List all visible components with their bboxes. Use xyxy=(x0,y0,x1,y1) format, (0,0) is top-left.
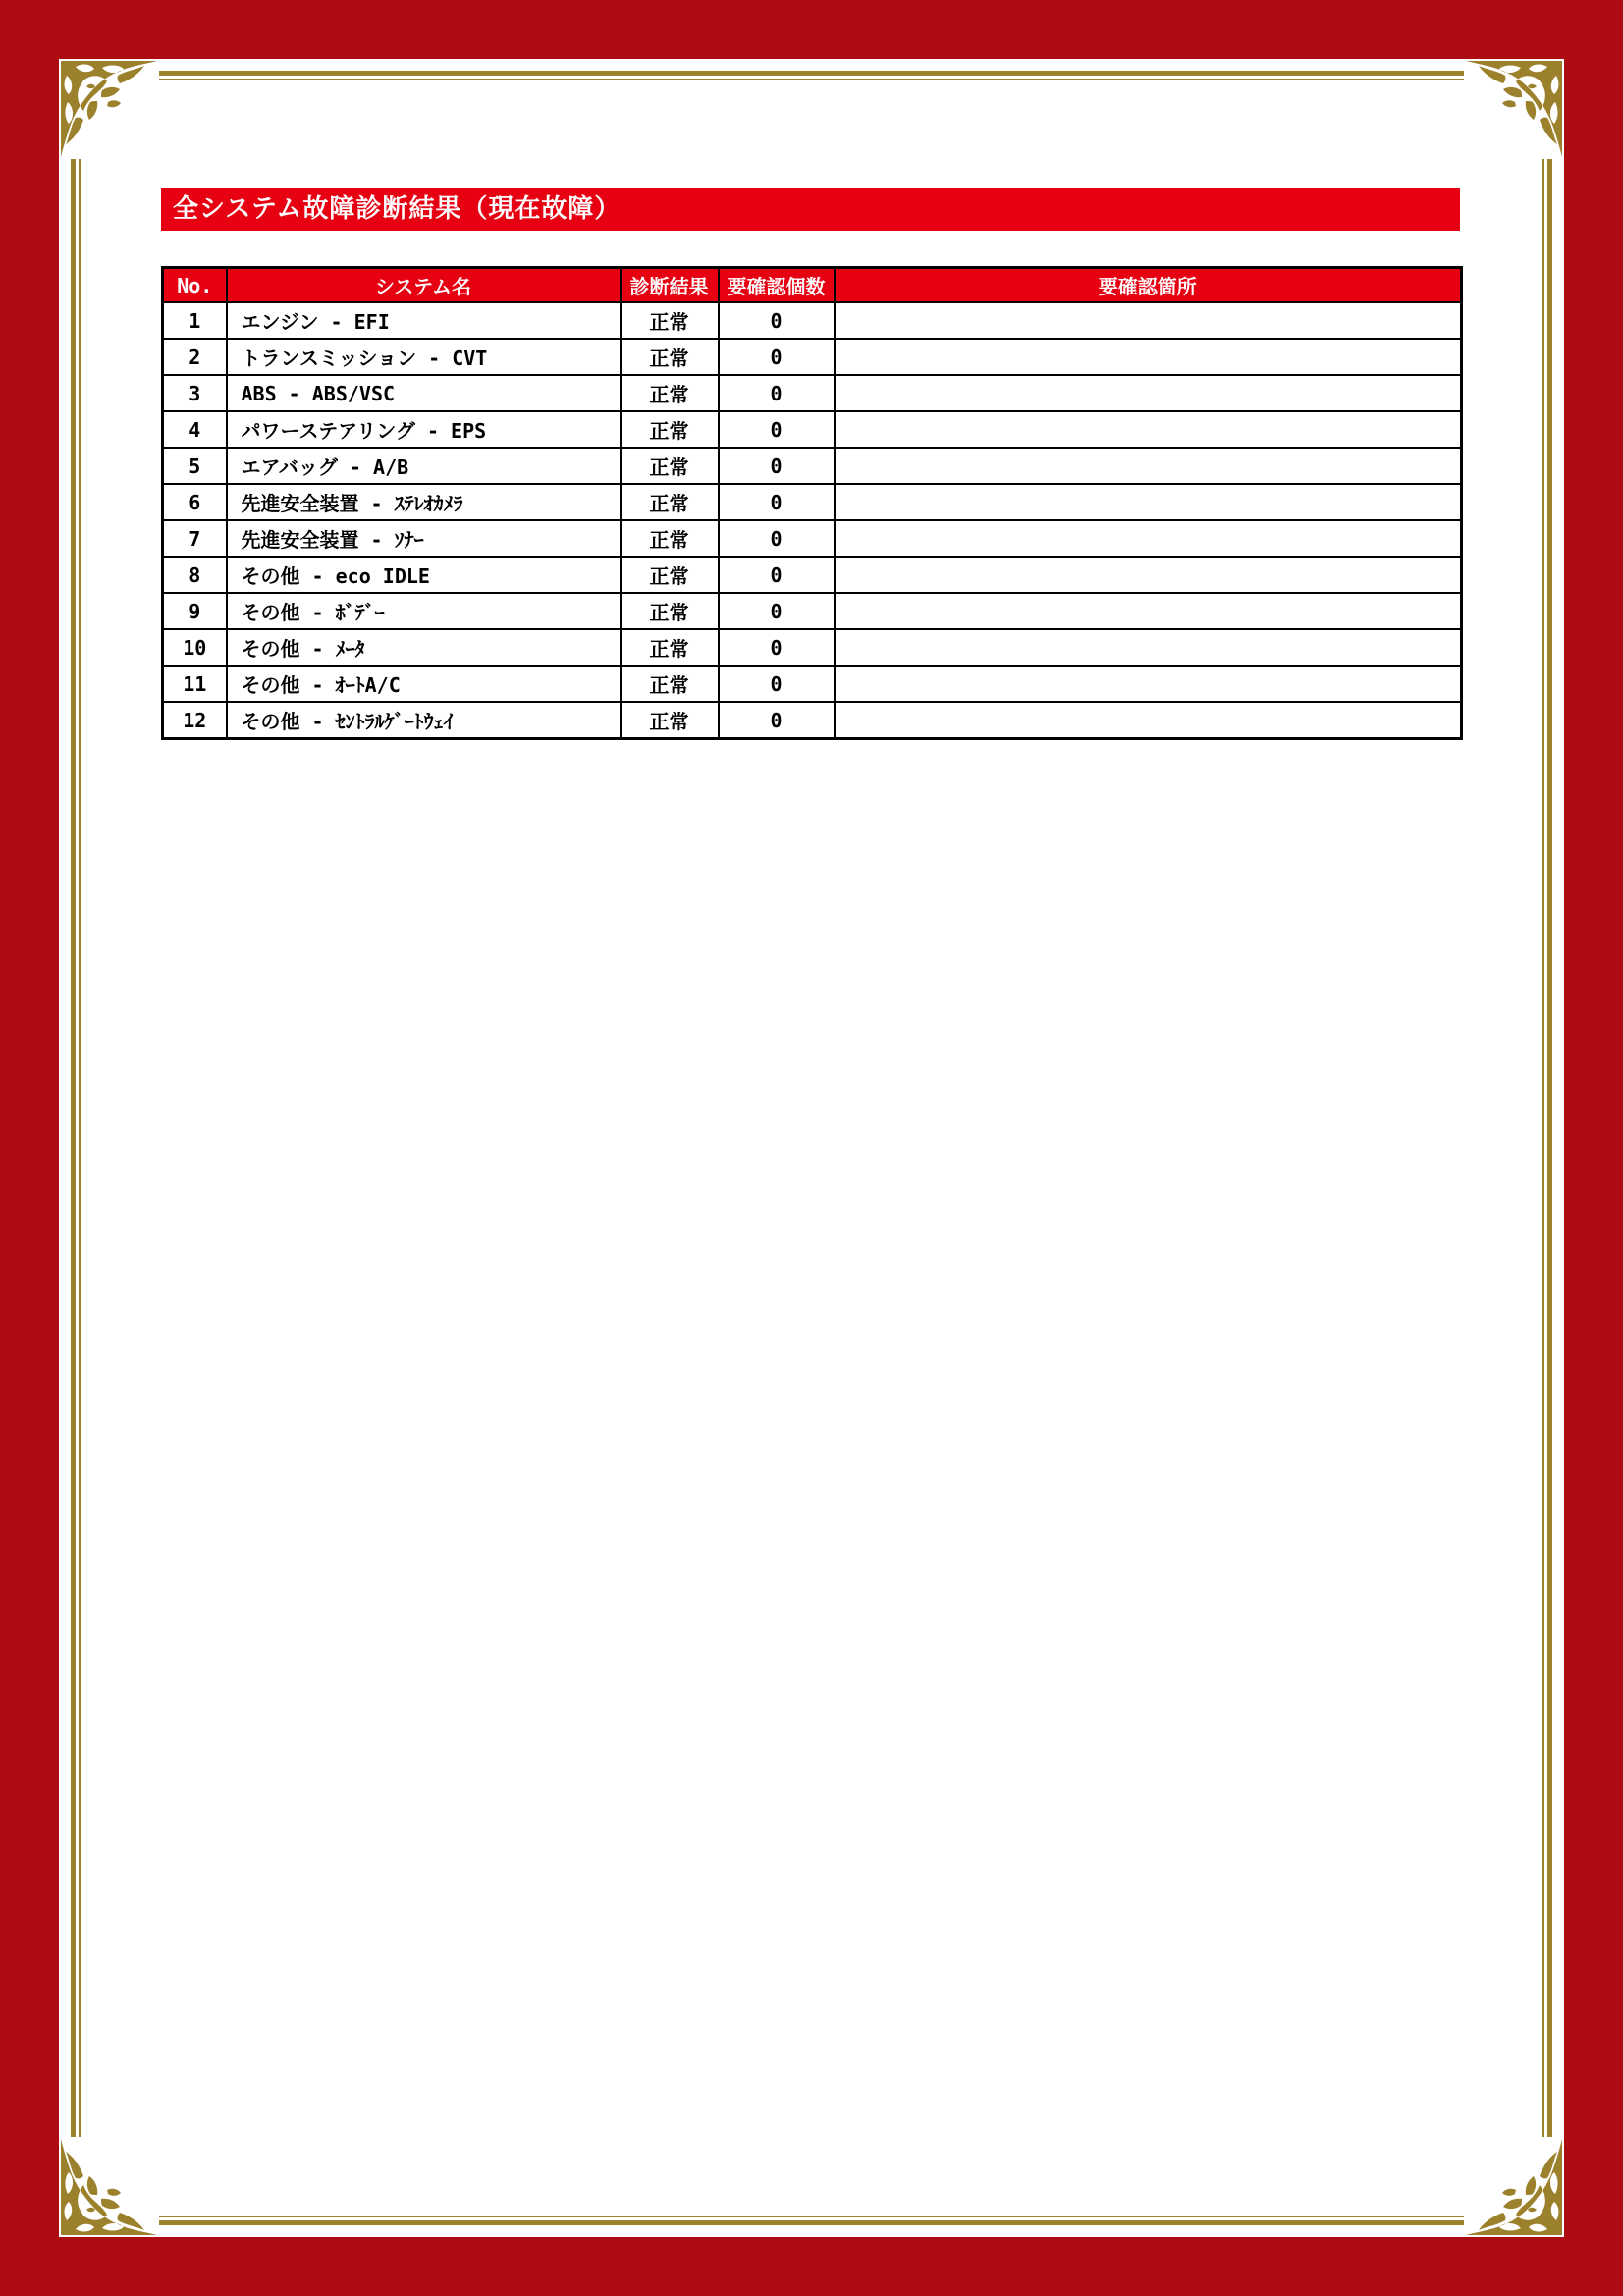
cell-check-location xyxy=(835,375,1462,411)
table-body xyxy=(163,302,1462,739)
cell-check-count: 0 xyxy=(719,411,835,448)
cell-no: 10 xyxy=(163,629,227,666)
page-title-bar xyxy=(161,188,1460,231)
table-row xyxy=(163,339,1462,375)
column-header-location: 要確認箇所 xyxy=(835,268,1462,303)
table-row xyxy=(163,702,1462,739)
corner-ornament-bottom-right xyxy=(1464,2137,1562,2235)
cell-no: 3 xyxy=(163,375,227,411)
cell-diagnosis-result: 正常 xyxy=(621,375,719,411)
cell-check-location xyxy=(835,484,1462,520)
table-row xyxy=(163,593,1462,629)
cell-check-count: 0 xyxy=(719,629,835,666)
cell-system-name: その他 - ｾﾝﾄﾗﾙｹﾞｰﾄｳｪｲ xyxy=(227,702,621,739)
cell-system-name: その他 - ｵｰﾄA/C xyxy=(227,666,621,702)
cell-system-name: ABS - ABS/VSC xyxy=(227,375,621,411)
cell-no: 11 xyxy=(163,666,227,702)
cell-system-name: 先進安全装置 - ｿﾅｰ xyxy=(227,520,621,557)
cell-system-name: エアバッグ - A/B xyxy=(227,448,621,484)
column-header-result: 診断結果 xyxy=(621,268,719,303)
column-header-no: No. xyxy=(163,268,227,303)
cell-no: 1 xyxy=(163,302,227,339)
cell-system-name: エンジン - EFI xyxy=(227,302,621,339)
cell-diagnosis-result: 正常 xyxy=(621,484,719,520)
cell-check-location xyxy=(835,702,1462,739)
cell-check-location xyxy=(835,302,1462,339)
column-header-system: システム名 xyxy=(227,268,621,303)
cell-no: 4 xyxy=(163,411,227,448)
cell-system-name: パワーステアリング - EPS xyxy=(227,411,621,448)
page-title: 全システム故障診断結果（現在故障） xyxy=(173,194,622,224)
cell-check-count: 0 xyxy=(719,557,835,593)
table-row xyxy=(163,411,1462,448)
cell-check-count: 0 xyxy=(719,666,835,702)
cell-no: 5 xyxy=(163,448,227,484)
diagnosis-table xyxy=(161,266,1463,740)
cell-diagnosis-result: 正常 xyxy=(621,593,719,629)
corner-ornament-bottom-left xyxy=(61,2137,159,2235)
cell-check-count: 0 xyxy=(719,339,835,375)
cell-system-name: トランスミッション - CVT xyxy=(227,339,621,375)
table-row xyxy=(163,557,1462,593)
cell-diagnosis-result: 正常 xyxy=(621,702,719,739)
cell-check-location xyxy=(835,593,1462,629)
cell-diagnosis-result: 正常 xyxy=(621,302,719,339)
cell-check-location xyxy=(835,666,1462,702)
cell-diagnosis-result: 正常 xyxy=(621,520,719,557)
cell-check-count: 0 xyxy=(719,302,835,339)
cell-check-location xyxy=(835,411,1462,448)
cell-diagnosis-result: 正常 xyxy=(621,666,719,702)
cell-diagnosis-result: 正常 xyxy=(621,339,719,375)
table-row xyxy=(163,484,1462,520)
cell-check-location xyxy=(835,629,1462,666)
cell-diagnosis-result: 正常 xyxy=(621,629,719,666)
table-row xyxy=(163,448,1462,484)
cell-no: 6 xyxy=(163,484,227,520)
table-row xyxy=(163,302,1462,339)
cell-check-count: 0 xyxy=(719,520,835,557)
cell-check-location xyxy=(835,448,1462,484)
cell-check-location xyxy=(835,557,1462,593)
table-row xyxy=(163,520,1462,557)
cell-check-count: 0 xyxy=(719,484,835,520)
table-row xyxy=(163,666,1462,702)
cell-no: 8 xyxy=(163,557,227,593)
diagnosis-table-container xyxy=(161,266,1460,740)
cell-check-location xyxy=(835,339,1462,375)
cell-check-count: 0 xyxy=(719,702,835,739)
cell-check-count: 0 xyxy=(719,593,835,629)
cell-system-name: その他 - ﾎﾞﾃﾞｰ xyxy=(227,593,621,629)
cell-no: 12 xyxy=(163,702,227,739)
cell-system-name: その他 - ﾒｰﾀ xyxy=(227,629,621,666)
cell-system-name: 先進安全装置 - ｽﾃﾚｵｶﾒﾗ xyxy=(227,484,621,520)
cell-diagnosis-result: 正常 xyxy=(621,411,719,448)
corner-ornament-top-left xyxy=(61,61,159,159)
cell-check-location xyxy=(835,520,1462,557)
cell-no: 2 xyxy=(163,339,227,375)
cell-no: 7 xyxy=(163,520,227,557)
cell-diagnosis-result: 正常 xyxy=(621,448,719,484)
cell-diagnosis-result: 正常 xyxy=(621,557,719,593)
corner-ornament-top-right xyxy=(1464,61,1562,159)
table-header-row xyxy=(163,268,1462,303)
cell-check-count: 0 xyxy=(719,375,835,411)
table-row xyxy=(163,375,1462,411)
cell-no: 9 xyxy=(163,593,227,629)
cell-check-count: 0 xyxy=(719,448,835,484)
cell-system-name: その他 - eco IDLE xyxy=(227,557,621,593)
table-row xyxy=(163,629,1462,666)
column-header-count: 要確認個数 xyxy=(719,268,835,303)
